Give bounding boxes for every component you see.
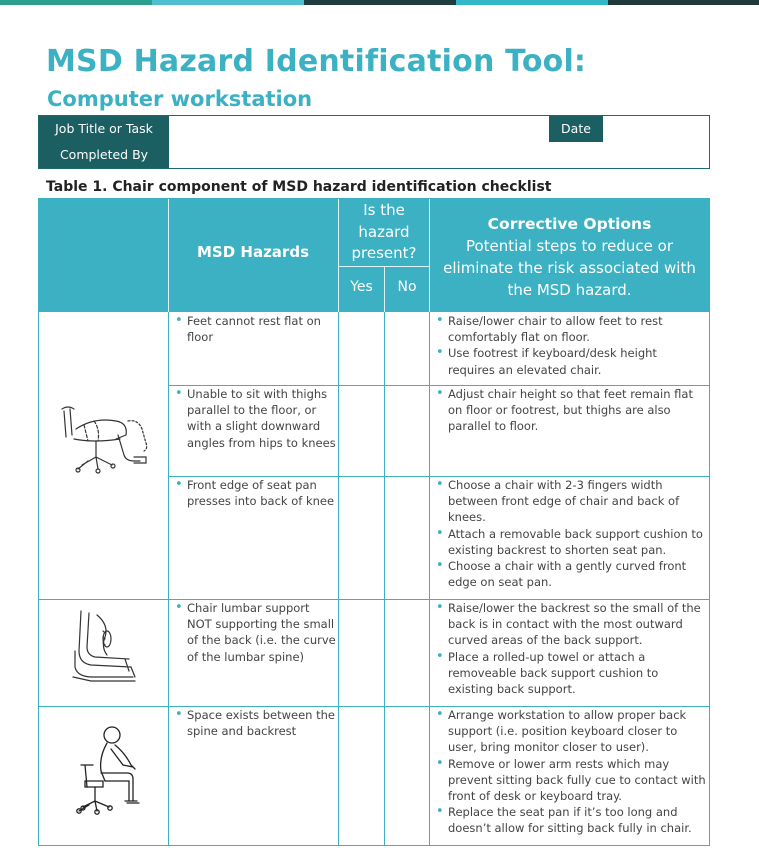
yes-header: Yes xyxy=(350,279,373,295)
options-cell xyxy=(433,477,707,590)
msd-hazards-header: MSD Hazards xyxy=(197,243,309,261)
hazard-cell xyxy=(172,600,337,665)
page-title: MSD Hazard Identification Tool: xyxy=(46,44,587,79)
completed-by-field[interactable] xyxy=(169,142,709,168)
no-checkbox-cell[interactable] xyxy=(385,313,429,385)
options-cell xyxy=(433,600,707,697)
option-item: • Use footrest if keyboard/desk height requires an elevated chair. xyxy=(433,345,707,377)
seated-person-illustration xyxy=(67,721,147,816)
hazard-text: • Front edge of seat pan presses into back of knee xyxy=(172,477,337,509)
yes-checkbox-cell[interactable] xyxy=(339,707,384,845)
yes-checkbox-cell[interactable] xyxy=(339,600,384,706)
present-line: Is the xyxy=(363,201,405,219)
present-line: present? xyxy=(351,244,417,262)
column-divider xyxy=(429,312,430,845)
page-subtitle: Computer workstation xyxy=(47,87,313,111)
corrective-options-header xyxy=(430,213,709,301)
option-item: • Adjust chair height so that feet remain flat on floor or footrest, but thighs are also parallel to floor. xyxy=(433,386,707,435)
yes-checkbox-cell[interactable] xyxy=(339,477,384,599)
completed-by-label: Completed By xyxy=(39,142,169,168)
option-item: • Raise/lower chair to allow feet to rest comfortably flat on floor. xyxy=(433,313,707,345)
no-checkbox-cell[interactable] xyxy=(385,477,429,599)
option-item: • Choose a chair with a gently curved front edge on seat pan. xyxy=(433,558,707,590)
hazard-checklist-table xyxy=(38,198,710,846)
color-segment xyxy=(456,0,608,5)
option-item: • Place a rolled-up towel or attach a removeable back support cushion to existing back support. xyxy=(433,649,707,698)
options-cell xyxy=(433,386,707,435)
info-row xyxy=(39,116,709,142)
date-label: Date xyxy=(549,116,603,142)
corrective-description: Potential steps to reduce or eliminate the risk associated with the MSD hazard. xyxy=(443,237,696,299)
hazard-text: • Space exists between the spine and backrest xyxy=(172,707,337,739)
options-cell xyxy=(433,313,707,378)
color-segment xyxy=(152,0,304,5)
color-segment xyxy=(304,0,456,5)
color-segment xyxy=(608,0,759,5)
hazard-cell xyxy=(172,386,337,451)
option-item: • Replace the seat pan if it’s too long and doesn’t allow for sitting back fully in chair. xyxy=(433,804,707,836)
hazard-text: • Chair lumbar support NOT supporting the small of the back (i.e. the curve of the lumbar spine) xyxy=(172,600,337,665)
no-checkbox-cell[interactable] xyxy=(385,386,429,476)
no-header: No xyxy=(397,279,417,295)
corrective-title: Corrective Options xyxy=(487,215,652,233)
no-checkbox-cell[interactable] xyxy=(385,600,429,706)
info-row xyxy=(39,142,709,168)
header-divider xyxy=(338,266,429,267)
option-item: • Attach a removable back support cushion to existing backrest to shorten seat pan. xyxy=(433,526,707,558)
color-segment xyxy=(0,0,152,5)
option-item: • Arrange workstation to allow proper back support (i.e. position keyboard closer to user, bring monitor closer to user). xyxy=(433,707,707,756)
table-header xyxy=(39,199,709,312)
no-checkbox-cell[interactable] xyxy=(385,707,429,845)
option-item: • Remove or lower arm rests which may prevent sitting back fully cue to contact with front of desk or keyboard tray. xyxy=(433,756,707,805)
table-caption: Table 1. Chair component of MSD hazard identification checklist xyxy=(46,179,552,195)
hazard-present-header xyxy=(339,200,429,265)
seated-knee-illustration xyxy=(54,399,159,479)
options-cell xyxy=(433,707,707,837)
date-field[interactable] xyxy=(603,116,709,142)
job-title-field[interactable] xyxy=(169,116,549,142)
hazard-cell xyxy=(172,707,337,739)
option-item: • Choose a chair with 2-3 fingers width between front edge of chair and back of knees. xyxy=(433,477,707,526)
hazard-text: • Feet cannot rest flat on floor xyxy=(172,313,337,345)
info-form xyxy=(38,115,710,169)
hazard-cell xyxy=(172,313,337,345)
column-divider xyxy=(168,312,169,845)
present-line: hazard xyxy=(358,222,410,241)
option-item: • Raise/lower the backrest so the small of the back is in contact with the most outward curved areas of the back support. xyxy=(433,600,707,649)
yes-checkbox-cell[interactable] xyxy=(339,386,384,476)
hazard-cell xyxy=(172,477,337,509)
hazard-text: • Unable to sit with thighs parallel to the floor, or with a slight downward angles from hips to knees xyxy=(172,386,337,451)
header-color-bar xyxy=(0,0,759,5)
job-title-label: Job Title or Task xyxy=(39,116,169,142)
lumbar-support-illustration xyxy=(69,607,144,687)
yes-checkbox-cell[interactable] xyxy=(339,313,384,385)
